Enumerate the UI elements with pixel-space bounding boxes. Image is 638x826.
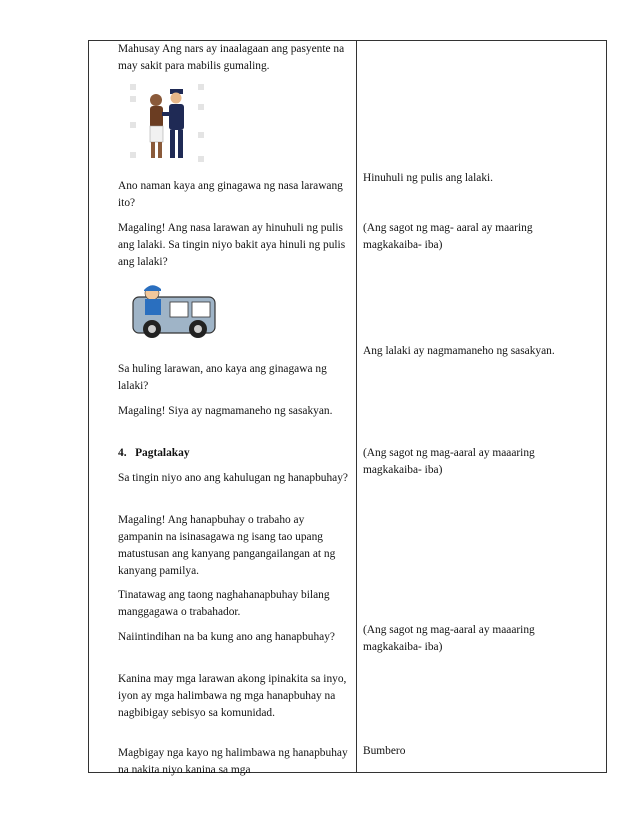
left-question-image1: Ano naman kaya ang ginagawa ng nasa larawang ito?	[118, 180, 343, 209]
left-paragraph-worker: Tinatawag ang taong naghahanapbuhay bilang manggagawa o trabahador.	[118, 589, 330, 618]
answer-varied-3: (Ang sagot ng mag-aaral ay maaaring magkakaiba- iba)	[363, 624, 535, 653]
answer-firefighter: Bumbero	[363, 745, 406, 757]
section-number: 4.	[118, 447, 127, 459]
left-question-understand: Naiintindihan na ba kung ano ang hanapbuhay?	[118, 631, 335, 643]
left-question-meaning: Sa tingin niyo ano ang kahulugan ng hanapbuhay?	[118, 472, 348, 484]
left-paragraph-give-example: Magbigay nga kayo ng halimbawa ng hanapbuhay na nakita niyo kanina sa mga	[118, 747, 348, 776]
answer-varied-2: (Ang sagot ng mag-aaral ay maaaring magkakaiba- iba)	[363, 447, 535, 476]
left-paragraph-nurse: Mahusay Ang nars ay inaalagaan ang pasyente na may sakit para mabilis gumaling.	[118, 43, 345, 72]
driving-van-illustration	[130, 281, 220, 347]
column-divider	[356, 40, 357, 773]
answer-varied-1: (Ang sagot ng mag- aaral ay maaring magkakaiba- iba)	[363, 222, 533, 251]
left-question-image2: Sa huling larawan, ano kaya ang ginagawa ng lalaki?	[118, 363, 327, 392]
section-title: Pagtalakay	[135, 447, 190, 459]
left-paragraph-examples: Kanina may mga larawan akong ipinakita sa inyo, iyon ay mga halimbawa ng mga hanapbuhay na nagbibigay sebisyo sa komunidad.	[118, 673, 347, 719]
section-heading	[118, 445, 352, 462]
police-arrest-illustration	[128, 82, 208, 168]
answer-driving: Ang lalaki ay nagmamaneho ng sasakyan.	[363, 345, 555, 357]
left-paragraph-definition: Magaling! Ang hanapbuhay o trabaho ay gampanin na isinasagawa ng isang tao upang matustusan ang kanyang pangangailangan at ng kanyang pamilya.	[118, 514, 336, 577]
left-paragraph-driving: Magaling! Siya ay nagmamaneho ng sasakyan.	[118, 405, 333, 417]
left-paragraph-arrest: Magaling! Ang nasa larawan ay hinuhuli ng pulis ang lalaki. Sa tingin niyo bakit aya hinuli ng pulis ang lalaki?	[118, 222, 346, 268]
answer-arrest: Hinuhuli ng pulis ang lalaki.	[363, 172, 494, 184]
